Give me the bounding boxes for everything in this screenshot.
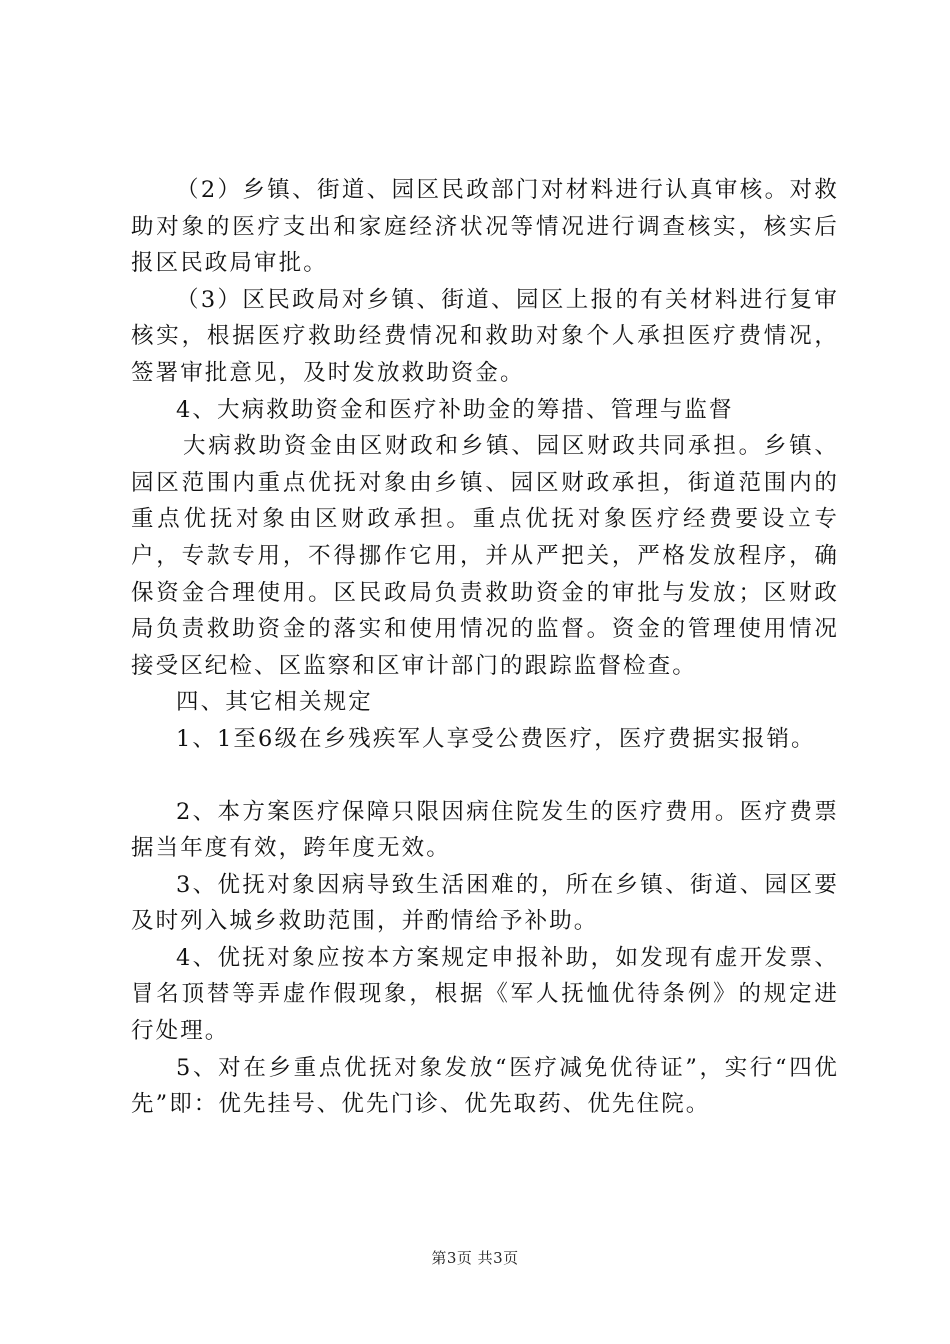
section-heading-other-rules: 四、其它相关规定 [176,689,373,716]
paragraph-rule-3: 3、优抚对象因病导致生活困难的，所在乡镇、街道、园区要及时列入城乡救助范围，并酌情给予补助。 [131,871,839,935]
paragraph-review-district: （3）区民政局对乡镇、街道、园区上报的有关材料进行复审核实，根据医疗救助经费情况和救助对象个人承担医疗费情况，签署审批意见，及时发放救助资金。 [131,286,839,386]
paragraph-rule-5: 5、对在乡重点优抚对象发放“医疗减免优待证”，实行“四优先”即：优先挂号、优先门诊、优先取药、优先住院。 [131,1054,839,1118]
paragraph-funding: 大病救助资金由区财政和乡镇、园区财政共同承担。乡镇、园区范围内重点优抚对象由乡镇、园区财政承担，街道范围内的重点优抚对象由区财政承担。重点优抚对象医疗经费要设立专户，专款专用，不得挪作它用，并从严把关，严格发放程序，确保资金合理使用。区民政局负责救助资金的审批与发放；区财政局负责救助资金的落实和使用情况的监督。资金的管理使用情况接受区纪检、区监察和区审计部门的跟踪监督检查。 [131,433,839,679]
paragraph-rule-4: 4、优抚对象应按本方案规定申报补助，如发现有虚开发票、冒名顶替等弄虚作假现象，根据《军人抚恤优待条例》的规定进行处理。 [131,944,839,1045]
paragraph-review-township: （2）乡镇、街道、园区民政部门对材料进行认真审核。对救助对象的医疗支出和家庭经济状况等情况进行调查核实，核实后报区民政局审批。 [131,177,839,277]
section-heading-funding: 4、大病救助资金和医疗补助金的筹措、管理与监督 [176,396,734,423]
page-footer: 第3页 共3页 [431,1249,519,1267]
document-body [131,172,839,1123]
paragraph-rule-1: 1、1至6级在乡残疾军人享受公费医疗，医疗费据实报销。 [176,725,816,752]
paragraph-rule-2: 2、本方案医疗保障只限因病住院发生的医疗费用。医疗费票据当年度有效，跨年度无效。 [131,798,839,862]
